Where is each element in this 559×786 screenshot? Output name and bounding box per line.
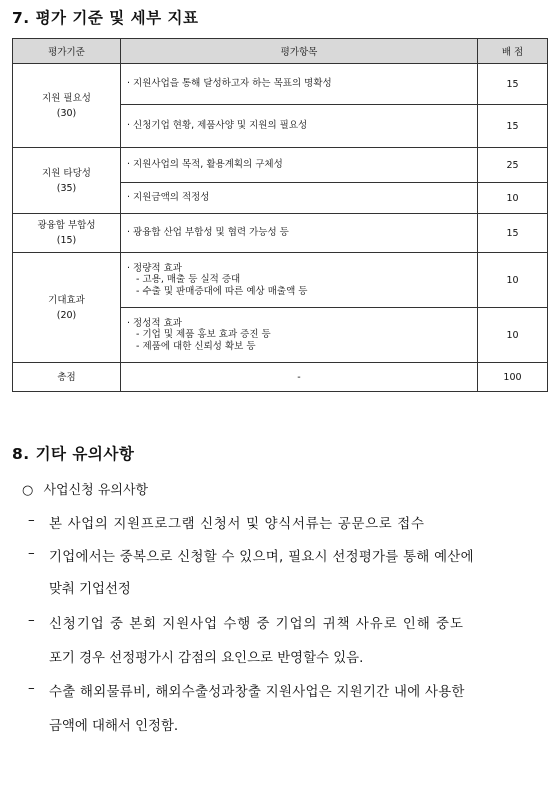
table-row [13, 214, 548, 253]
criteria-name: 지원 타당성 [42, 167, 91, 179]
table-row [13, 253, 548, 308]
notice-line: 포기 경우 선정평가시 감점의 요인으로 반영할수 있음. [49, 651, 364, 666]
score-cell: 10 [478, 253, 548, 308]
criteria-name: 광융합 부합성 [37, 220, 96, 231]
table-header-row [13, 39, 548, 64]
notice-line: 금액에 대해서 인정함. [49, 719, 179, 734]
notice-bullet [22, 479, 148, 498]
evaluation-criteria-table [12, 38, 548, 392]
item-line: · 정성적 효과 [127, 317, 182, 329]
item-line: · 정량적 효과 [127, 262, 182, 274]
item-cell [121, 253, 478, 308]
notice-line: 기업에서는 중복으로 신청할 수 있으며, 필요시 선정평가를 통해 예산에 [49, 550, 474, 565]
table-row [13, 148, 548, 183]
dash-marker: – [28, 613, 35, 628]
total-label: 총점 [13, 363, 121, 392]
table-row [13, 64, 548, 105]
criteria-points: (35) [56, 182, 77, 194]
bullet-text: 사업신청 유의사항 [43, 483, 149, 498]
header-criteria: 평가기준 [13, 39, 121, 64]
dash-marker: – [28, 513, 35, 528]
score-cell: 10 [478, 308, 548, 363]
item-cell [121, 308, 478, 363]
dash-marker: – [28, 546, 35, 561]
notice-line: 본 사업의 지원프로그램 신청서 및 양식서류는 공문으로 접수 [49, 517, 425, 532]
total-row [13, 363, 548, 392]
item-cell: · 지원금액의 적정성 [121, 183, 478, 214]
item-cell: · 광융합 산업 부합성 및 협력 가능성 등 [121, 214, 478, 253]
criteria-points: (30) [56, 107, 77, 119]
criteria-name: 지원 필요성 [42, 92, 91, 104]
score-cell: 15 [478, 64, 548, 105]
criteria-cell [13, 214, 121, 253]
header-items: 평가항목 [121, 39, 478, 64]
criteria-cell [13, 148, 121, 214]
criteria-name: 기대효과 [48, 294, 85, 306]
total-score: 100 [478, 363, 548, 392]
item-cell: · 지원사업을 통해 달성하고자 하는 목표의 명확성 [121, 64, 478, 105]
criteria-cell [13, 64, 121, 148]
score-cell: 15 [478, 105, 548, 148]
item-cell: · 지원사업의 목적, 활용계획의 구체성 [121, 148, 478, 183]
circle-bullet-icon: ○ [22, 483, 34, 498]
notice-line: 수출 해외물류비, 해외수출성과창출 지원사업은 지원기간 내에 사용한 [49, 685, 465, 700]
item-cell: · 신청기업 현황, 제품사양 및 지원의 필요성 [121, 105, 478, 148]
header-score: 배 점 [478, 39, 548, 64]
item-line: - 기업 및 제품 홍보 효과 증진 등 [130, 329, 271, 341]
notice-line: 신청기업 중 본회 지원사업 수행 중 기업의 귀책 사유로 인해 중도 [49, 617, 464, 632]
score-cell: 25 [478, 148, 548, 183]
criteria-points: (15) [56, 235, 77, 246]
criteria-points: (20) [56, 309, 77, 321]
dash-marker: – [28, 681, 35, 696]
score-cell: 10 [478, 183, 548, 214]
item-line: - 고용, 매출 등 실적 증대 [130, 274, 241, 286]
section-8-title: 8. 기타 유의사항 [12, 445, 135, 463]
total-item: - [121, 363, 478, 392]
item-line: - 제품에 대한 신뢰성 확보 등 [130, 340, 256, 352]
score-cell: 15 [478, 214, 548, 253]
section-7-title: 7. 평가 기준 및 세부 지표 [12, 9, 199, 27]
notice-line: 맞춰 기업선정 [49, 582, 131, 597]
item-line: - 수출 및 판매증대에 따른 예상 매출액 등 [130, 285, 308, 297]
criteria-cell [13, 253, 121, 363]
